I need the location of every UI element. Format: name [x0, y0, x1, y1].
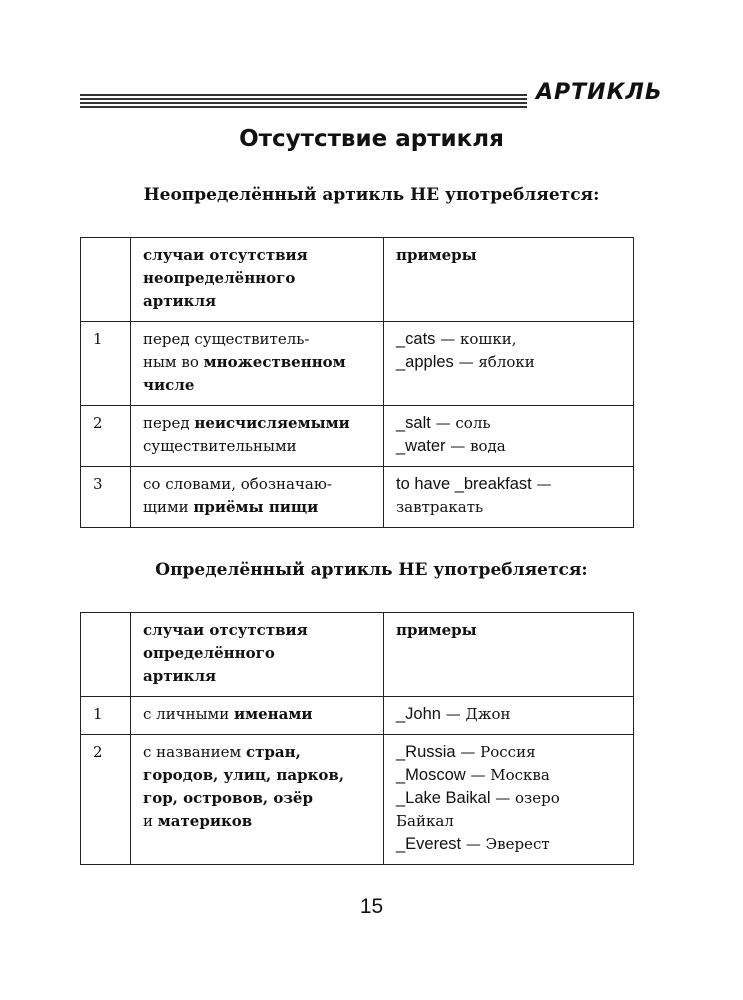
- definite-subtitle: Определённый артикль НЕ употребляется:: [155, 560, 588, 580]
- example-cell: _Russia — Россия _Moscow — Москва _Lake Baikal — озеро Байкал _Everest — Эверест: [384, 735, 634, 865]
- examples-header-cell: примеры: [384, 613, 634, 697]
- row-number: 1: [81, 322, 131, 406]
- definite-article-table: [80, 612, 634, 865]
- page-number: 15: [359, 895, 384, 918]
- examples-header-cell: примеры: [384, 238, 634, 322]
- example-cell: to have _breakfast — завтракать: [384, 467, 634, 528]
- case-cell: со словами, обозначаю- щими приёмы пищи: [131, 467, 384, 528]
- table-header-row: [81, 238, 634, 322]
- header-rule: [80, 94, 527, 110]
- example-cell: _John — Джон: [384, 697, 634, 735]
- table-row: [81, 406, 634, 467]
- indefinite-subtitle: Неопределённый артикль НЕ употребляется:: [143, 185, 600, 205]
- table-row: [81, 467, 634, 528]
- num-header-cell: [81, 238, 131, 322]
- num-header-cell: [81, 613, 131, 697]
- page-title: Отсутствие артикля: [239, 126, 504, 152]
- row-number: 2: [81, 406, 131, 467]
- case-cell: перед неисчисляемыми существительными: [131, 406, 384, 467]
- row-number: 1: [81, 697, 131, 735]
- table-header-row: [81, 613, 634, 697]
- row-number: 2: [81, 735, 131, 865]
- table-row: [81, 697, 634, 735]
- cases-header-cell: случаи отсутствия определённого артикля: [131, 613, 384, 697]
- case-cell: с личными именами: [131, 697, 384, 735]
- cases-header-cell: случаи отсутствия неопределённого артикля: [131, 238, 384, 322]
- case-cell: с названием стран, городов, улиц, парков, гор, островов, озёр и материков: [131, 735, 384, 865]
- example-cell: _salt — соль _water — вода: [384, 406, 634, 467]
- section-tag: АРТИКЛЬ: [536, 80, 663, 105]
- table-row: [81, 735, 634, 865]
- example-cell: _cats — кошки, _apples — яблоки: [384, 322, 634, 406]
- row-number: 3: [81, 467, 131, 528]
- case-cell: перед существитель- ным во множественном числе: [131, 322, 384, 406]
- indefinite-article-table: [80, 237, 634, 528]
- table-row: [81, 322, 634, 406]
